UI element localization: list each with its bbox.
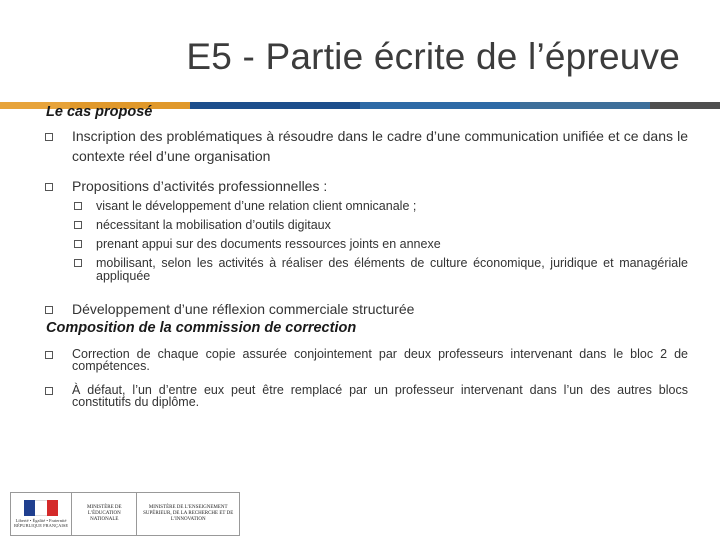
bullet-text: Correction de chaque copie assurée conjointement par deux professeurs intervenant dans le bloc 2 de compétences. xyxy=(72,347,688,373)
ministry-logos xyxy=(10,492,240,536)
square-bullet-icon xyxy=(45,306,53,314)
sub-bullet-item xyxy=(70,200,688,213)
bullet-text: À défaut, l’un d’entre eux peut être remplacé par un professeur intervenant dans l’un des autres blocs constitutifs du diplôme. xyxy=(72,383,688,409)
heading-cas-propose: Le cas proposé xyxy=(46,104,153,120)
square-bullet-icon xyxy=(74,259,82,267)
bullet-text: Développement d’une réflexion commerciale structurée xyxy=(72,301,415,317)
sub-bullet-item xyxy=(70,238,688,251)
republique-francaise-logo xyxy=(11,493,72,535)
ministry-higher-education-logo: MINISTÈRE DE L’ENSEIGNEMENT SUPÉRIEUR, DE LA RECHERCHE ET DE L’INNOVATION xyxy=(143,505,234,522)
sub-bullet-item xyxy=(70,219,688,232)
sub-bullet-text: prenant appui sur des documents ressources joints en annexe xyxy=(96,237,441,251)
bullet-propositions xyxy=(46,176,688,196)
square-bullet-icon xyxy=(74,240,82,248)
square-bullet-icon xyxy=(45,133,53,141)
square-bullet-icon xyxy=(74,221,82,229)
square-bullet-icon xyxy=(74,202,82,210)
slide-title: E5 - Partie écrite de l’épreuve xyxy=(186,36,680,77)
sub-bullet-text: mobilisant, selon les activités à réaliser des éléments de culture économique, juridique et managériale appliquée xyxy=(96,256,688,283)
bullet-a-defaut xyxy=(46,384,688,408)
logo-rf-text: Liberté • Égalité • Fraternité RÉPUBLIQUE FRANÇAISE xyxy=(14,518,69,528)
bullet-inscription xyxy=(46,126,688,166)
bullet-text: Propositions d’activités professionnelles : xyxy=(72,178,328,194)
square-bullet-icon xyxy=(45,351,53,359)
square-bullet-icon xyxy=(45,183,53,191)
bullet-correction xyxy=(46,348,688,372)
ministry-education-logo: MINISTÈRE DE L’ÉDUCATION NATIONALE xyxy=(72,493,137,535)
bullet-text: Inscription des problématiques à résoudre dans le cadre d’une communication unifiée et ce dans le contexte réel d’une organisation xyxy=(72,128,688,164)
sub-bullet-list xyxy=(46,200,688,283)
square-bullet-icon xyxy=(45,387,53,395)
sub-bullet-text: nécessitant la mobilisation d’outils digitaux xyxy=(96,218,331,232)
french-flag-icon xyxy=(24,500,58,516)
bullet-developpement xyxy=(46,299,688,319)
sub-bullet-text: visant le développement d’une relation client omnicanale ; xyxy=(96,199,417,213)
slide-content xyxy=(46,106,688,408)
sub-bullet-item xyxy=(70,257,688,283)
heading-composition: Composition de la commission de correction xyxy=(46,320,357,336)
